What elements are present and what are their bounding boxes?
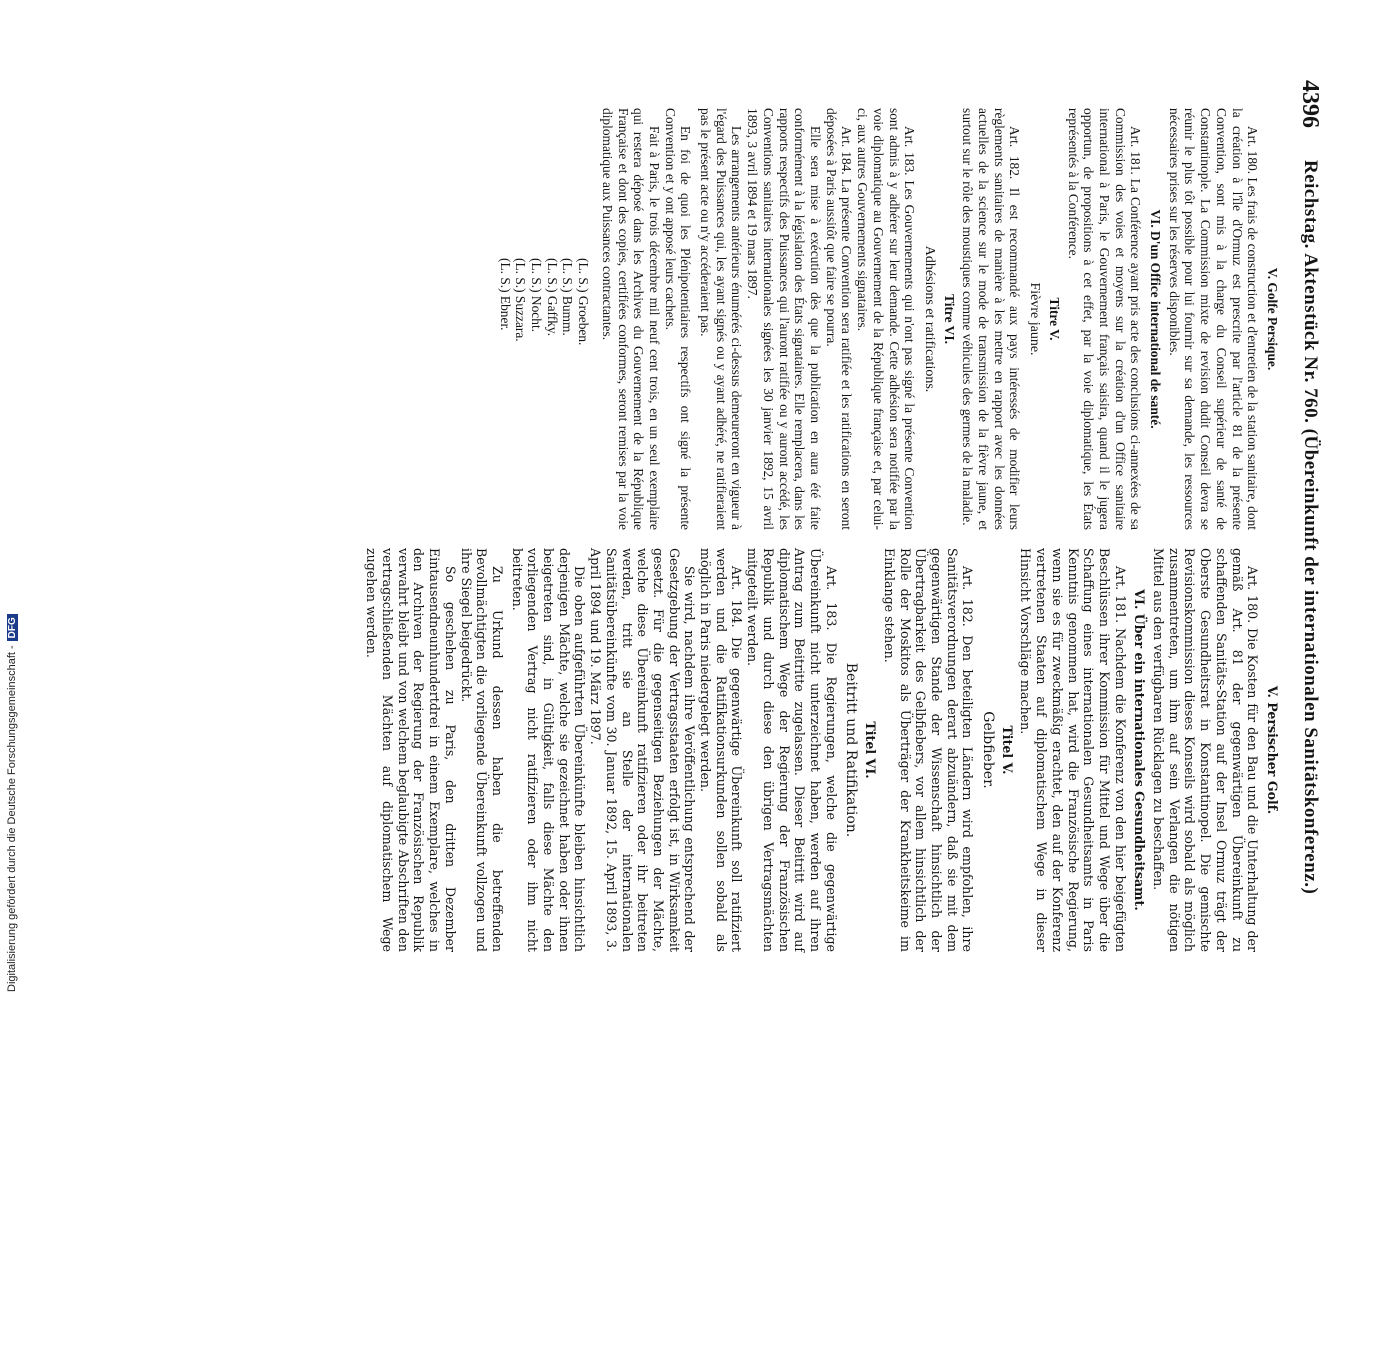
signature: (L. S.) Gaffky. (544, 258, 560, 337)
de-titel-v: Titel V. (999, 725, 1015, 775)
fr-art-183: Art. 183. Les Gouvernements qui n'ont pas signé la présente Convention sont admis à y adhérer sur leur demande. Cette adhésion sera notifiée par la voie diplomatique au Gouvernement de la République française et, par celui-ci, aux autres Gouvernements signataires. (855, 108, 918, 530)
de-section-v-heading: V. Persischer Golf. (1265, 685, 1280, 815)
de-titel-vi-subtitle: Beitritt und Ratifikation. (843, 662, 860, 838)
german-column (364, 548, 1283, 952)
fr-art-181: Art. 181. La Conférence ayant pris acte des conclusions ci-annexées de sa Commission des voies et moyens sur la création d'un Office sanitaire international à Paris, le Gouvernement français saisira, quand il le jugera opportun, de propositions à cet effet, par la voie diplomatique, les États représentés à la Conférence. (1065, 108, 1144, 530)
fr-closing-date: Fait à Paris, le trois décembre mil neuf cent trois, en un seul exemplaire qui restera déposé dans les Archives du Gouvernement de la République Française et dont des copies, certifiées conformes, seront remises par la voie diplomatique aux Puissances contractantes. (599, 108, 662, 530)
signature: (L. S.) Bumm. (560, 258, 576, 336)
de-art-180: Art. 180. Die Kosten für den Bau und die Unterhaltung der gemäß Art. 81 der gegenwärtigen Übereinkunft zu schaffenden Sanitäts-Station auf der Insel Ormuz trägt der Oberste Gesundheitsrat in Konstantinopel. Die gemischte Revisionskommission dieses Konseils wird sobald als möglich zusammentreten, um ihm auf sein Verlangen die nötigen Mittel aus den verfügbaren Rücklagen zu beschaffen. (1151, 548, 1261, 952)
page-header (1289, 80, 1323, 1350)
de-art-184-execution: Sie wird, nachdem ihre Veröffentlichung entsprechend der Gesetzgebung der Vertragsstaaten erfolgt ist, in Wirksamkeit gesetzt. Für die gegenseitigen Beziehungen der Mächte, welche diese Übereinkunft ratifizieren oder ihr beitreten werden, tritt sie an Stelle der internationalen Sanitätsübereinkünfte vom 30. Januar 1892, 15. April 1893, 3. April 1894 und 19. März 1897. (588, 548, 698, 952)
de-art-184-arrangements: Die oben aufgeführten Übereinkünfte bleiben hinsichtlich derjenigen Mächte, welche sie gezeichnet haben oder ihnen beigetreten sind, in Gültigkeit, falls diese Mächte den vorliegenden Vertrag nicht ratifizieren oder ihm nicht beitreten. (509, 548, 588, 952)
de-titel-vi: Titel VI. (863, 721, 879, 779)
fr-art-184: Art. 184. La présente Convention sera ratifiée et les ratifications en seront déposées à Paris aussitôt que faire se pourra. (823, 108, 855, 530)
fr-titre-v-subtitle: Fièvre jaune. (1027, 282, 1043, 356)
fr-closing-attestation: En foi de quoi les Plénipotentiaires respectifs ont signé la présente Convention et y ont apposé leurs cachets. (662, 108, 694, 530)
de-art-184: Art. 184. Die gegenwärtige Übereinkunft soll ratifiziert werden und die Ratifikationsurkunden sollen sobald als möglich in Paris niedergelegt werden. (698, 548, 745, 952)
fr-section-vi-heading: VI. D'un Office international de santé. (1148, 209, 1164, 429)
de-section-vi-heading: VI. Über ein internationales Gesundheitsamt. (1132, 589, 1148, 911)
de-art-183: Art. 183. Die Regierungen, welche die gegenwärtige Übereinkunft nicht unterzeichnet haben, werden auf ihren Antrag zum Beitritte zugelassen. Dieser Beitritt wird auf diplomatischem Wege der Regierung der Französischen Republik und durch diese den übrigen Vertragsmächten mitgeteilt werden. (745, 548, 839, 952)
fr-art-184-arrangements: Les arrangements antérieurs énumérés ci-dessus demeureront en vigueur à l'égard des Puissances qui, les ayant signés ou y ayant adhéré, ne ratifieraient pas le présent acte ou n'y accéderaient pas. (698, 108, 745, 530)
fr-titre-v: Titre V. (1046, 297, 1062, 341)
dfg-logo: DFG (7, 614, 18, 641)
signature: (L. S.) Suzzara. (513, 258, 529, 342)
fr-art-180: Art. 180. Les frais de construction et d'entretien de la station sanitaire, dont la création à l'île d'Ormuz est prescrite par l'article 81 de la présente Convention, sont mis à la charge du Conseil supérieur de santé de Constantinople. La Commission mixte de revision dudit Conseil devra se réunir le plus tôt possible pour lui fournir sur sa demande, les ressources nécessaires prises sur les réserves disponibles. (1166, 108, 1261, 530)
fr-art-182: Art. 182. Il est recommandé aux pays intéressés de modifier leurs règlements sanitaires de manière à les mettre en rapport avec les données actuelles de la science sur le mode de transmission de la fièvre jaune, et surtout sur le rôle des moustiques comme véhicules des germes de la maladie. (960, 108, 1023, 530)
de-art-181: Art. 181. Nachdem die Konferenz von den hier beigefügten Beschlüssen ihrer Kommission für Mittel und Wege über die Schaffung eines internationalen Gesundheitsamts in Paris Kenntnis genommen hat, wird die Französische Regierung, wenn sie es für zweckmäßig erachtet, den auf der Konferenz vertretenen Staaten auf diplomatischem Wege in dieser Hinsicht Vorschläge machen. (1018, 548, 1128, 952)
de-closing-attestation: Zu Urkund dessen haben die betreffenden Bevollmächtigten die vorliegende Übereinkunft vollzogen und ihre Siegel beigedrückt. (458, 548, 505, 952)
page-number: 4396 (1297, 80, 1323, 128)
signature: (L. S.) Nocht. (529, 258, 545, 333)
fr-section-v-heading: V. Golfe Persique. (1265, 267, 1280, 371)
de-closing-date: So geschehen zu Paris, den dritten Dezember Eintausendneunhundertdrei in einem Exemplare, welches in den Archiven der Regierung der Französischen Republik verwahrt bleibt und von welchem beglaubigte Abschriften den vertragschließenden Mächten auf diplomatischem Wege zugehen werden. (364, 548, 458, 952)
fr-titre-vi: Titre VI. (941, 294, 957, 344)
credit-text: Digitalisierung gefördert durch die Deutsche Forschungsgemeinschaft - (6, 645, 18, 992)
french-column (497, 108, 1283, 530)
running-title: Reichstag. Aktenstück Nr. 760. (Übereinkunft der internationalen Sanitätskonferenz.) (1300, 160, 1321, 895)
digitization-credit (6, 614, 18, 992)
de-titel-v-subtitle: Gelbfieber. (980, 711, 997, 789)
fr-titre-vi-subtitle: Adhésions et ratifications. (921, 245, 937, 393)
signature: (L. S.) Ebner. (497, 258, 513, 331)
de-art-182: Art. 182. Den beteiligten Ländern wird empfohlen, ihre Sanitätsverordnungen derart abzuändern, daß sie mit dem gegenwärtigen Stande der Wissenschaft hinsichtlich der Übertragbarkeit des Gelbfiebers, vor allem hinsichtlich der Rolle der Moskitos als Überträger der Krankheitskeime im Einklange stehen. (881, 548, 976, 952)
signature: (L. S.) Groeben. (576, 258, 592, 346)
fr-art-184-execution: Elle sera mise à exécution dès que la publication en aura été faite conformément à la législation des États signataires. Elle remplacera, dans les rapports respectifs des Puissances qui l'auront ratifiée ou y auront accédé, les Conventions sanitaires internationales signées les 30 janvier 1892, 15 avril 1893, 3 avril 1894 et 19 mars 1897. (745, 108, 824, 530)
signature-list (497, 258, 591, 530)
